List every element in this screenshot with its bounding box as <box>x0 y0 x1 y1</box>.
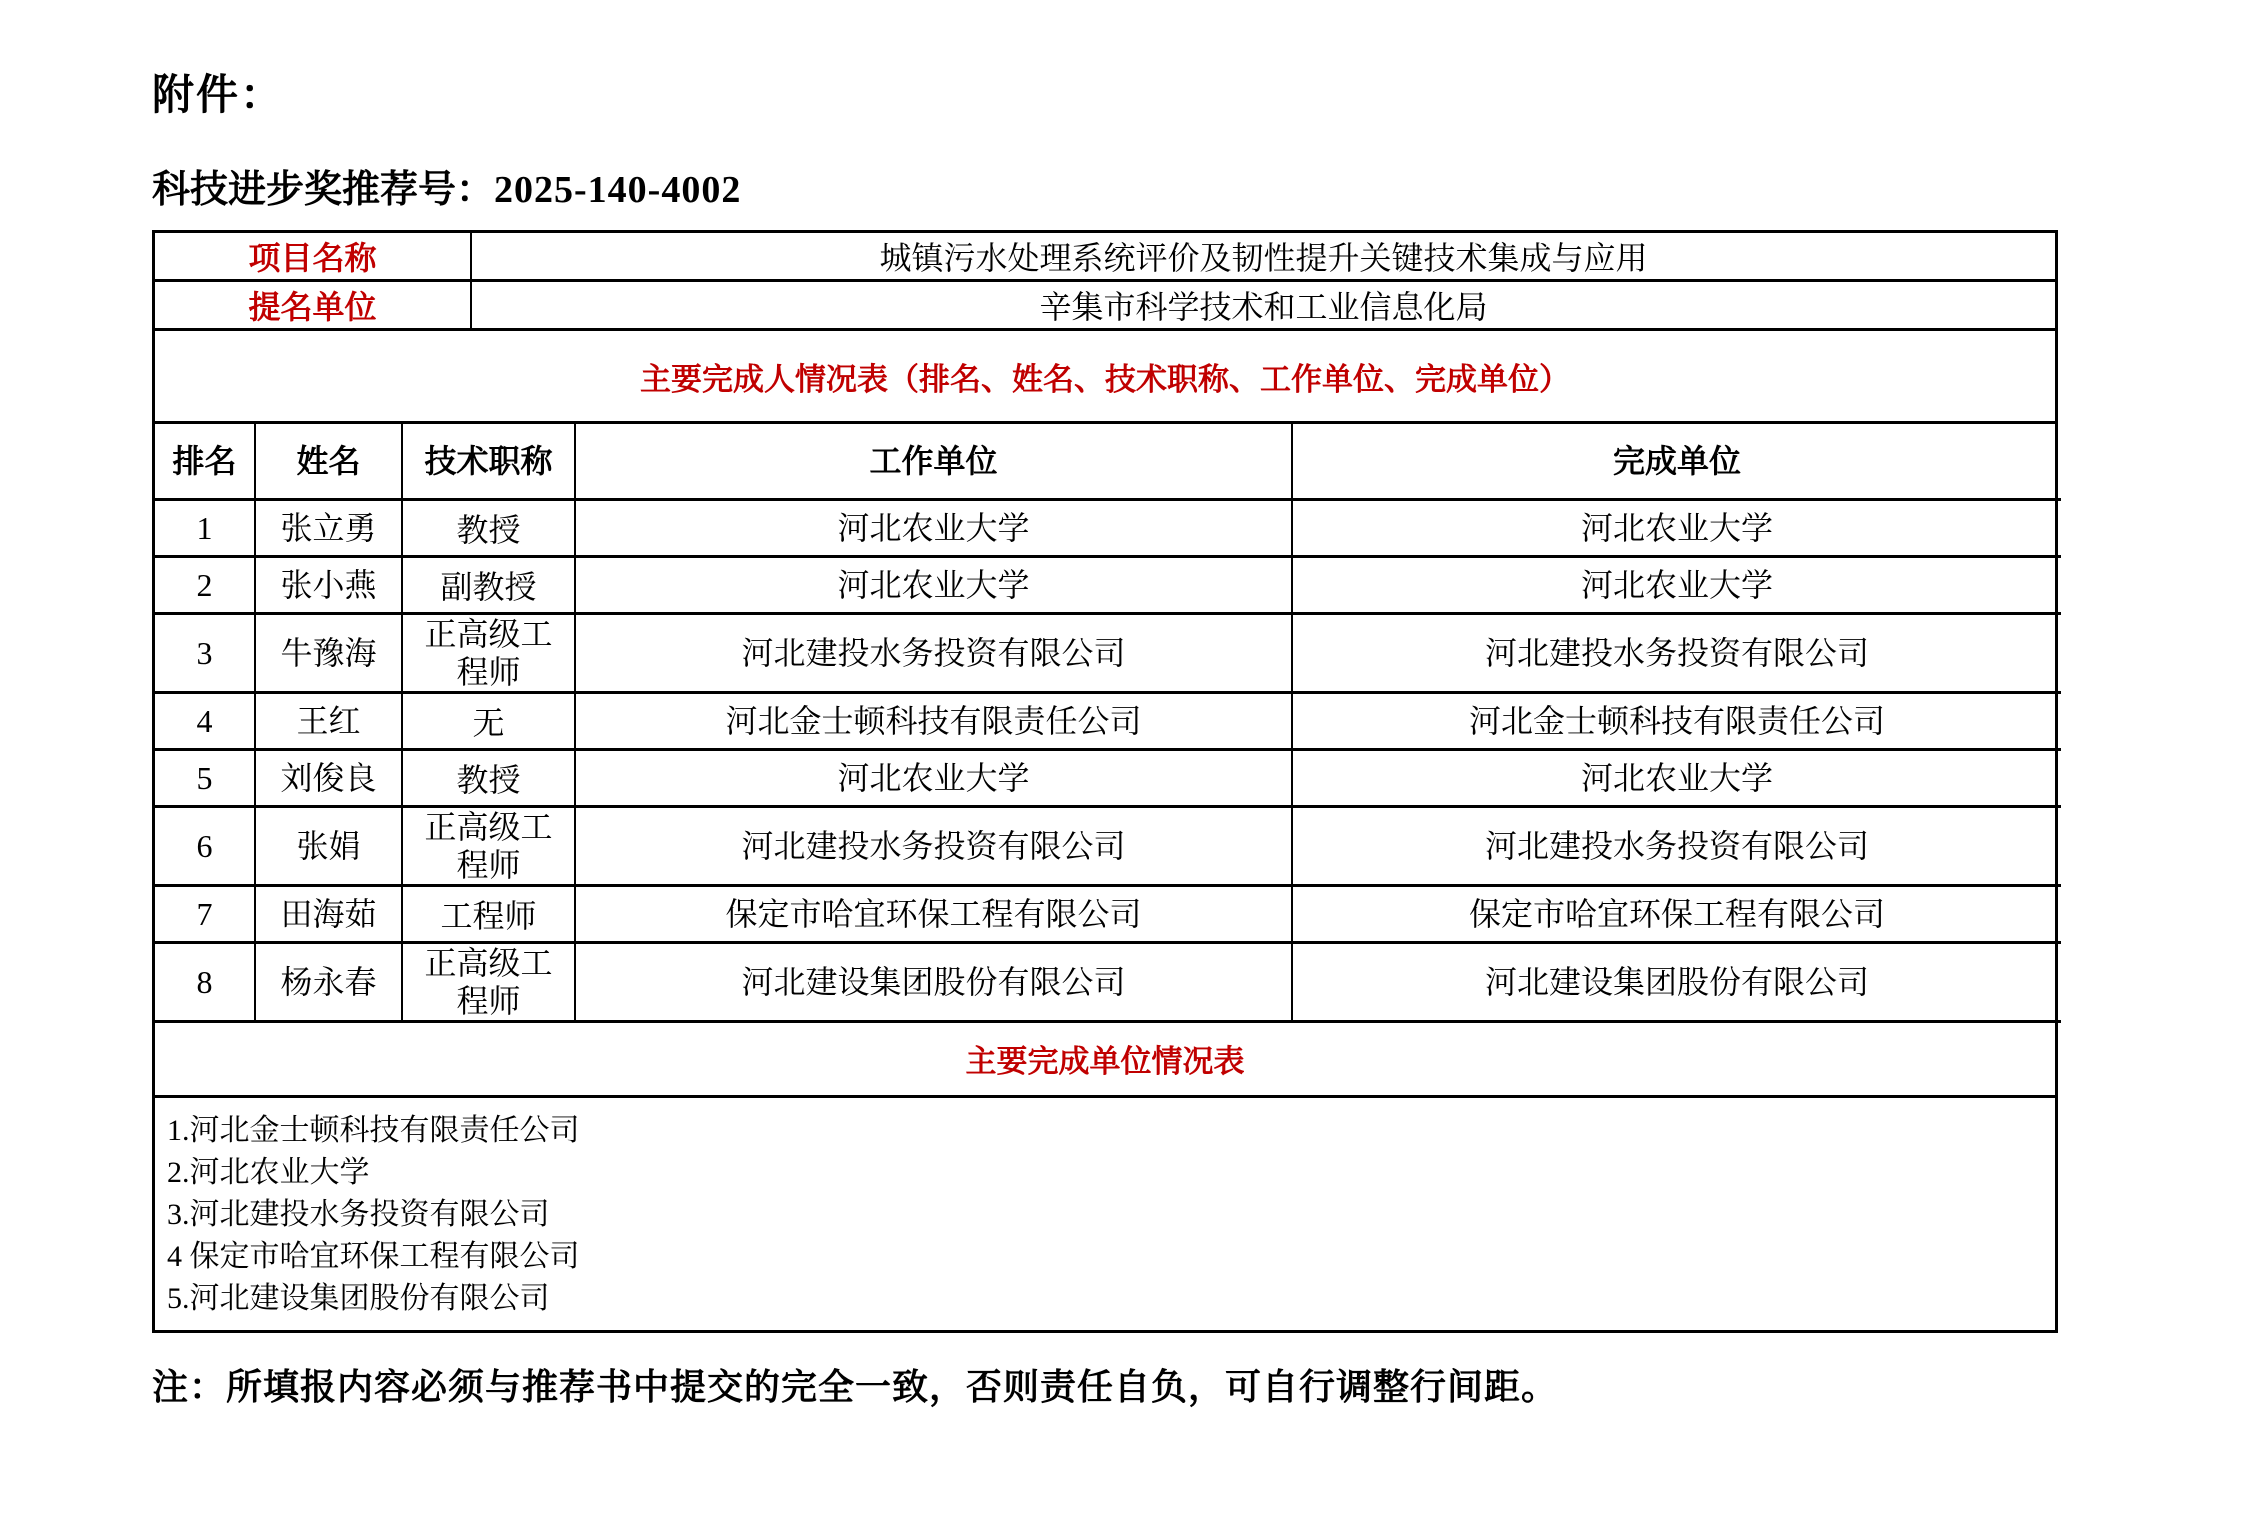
table-row <box>155 942 2061 1021</box>
nominating-unit-label: 提名单位 <box>155 281 471 330</box>
title-cell: 正高级工程师 <box>402 942 575 1021</box>
list-item: 4 保定市哈宜环保工程有限公司 <box>167 1239 580 1273</box>
table-row <box>155 556 2061 613</box>
completion-unit-header: 完成单位 <box>1292 424 2061 499</box>
title-cell: 工程师 <box>402 885 575 942</box>
title-cell: 正高级工程师 <box>402 806 575 885</box>
name-cell: 张立勇 <box>255 499 402 556</box>
rank-cell: 4 <box>155 692 255 749</box>
completion-unit-cell: 河北建投水务投资有限公司 <box>1292 613 2061 692</box>
completion-unit-cell: 河北金士顿科技有限责任公司 <box>1292 692 2061 749</box>
title-cell: 副教授 <box>402 556 575 613</box>
completion-unit-cell: 河北建投水务投资有限公司 <box>1292 806 2061 885</box>
work-unit-cell: 河北金士顿科技有限责任公司 <box>575 692 1292 749</box>
attachment-heading: 附件： <box>152 71 285 118</box>
project-name-label: 项目名称 <box>155 233 471 281</box>
person-table-header-row <box>155 424 2061 499</box>
work-unit-cell: 河北农业大学 <box>575 749 1292 806</box>
rank-cell: 8 <box>155 942 255 1021</box>
title-cell: 教授 <box>402 499 575 556</box>
list-item: 1.河北金士顿科技有限责任公司 <box>167 1113 580 1147</box>
completion-unit-cell: 河北农业大学 <box>1292 499 2061 556</box>
work-unit-cell: 保定市哈宜环保工程有限公司 <box>575 885 1292 942</box>
name-cell: 牛豫海 <box>255 613 402 692</box>
project-name-value: 城镇污水处理系统评价及韧性提升关键技术集成与应用 <box>471 233 2055 281</box>
table-row <box>155 692 2061 749</box>
table-row <box>155 885 2061 942</box>
title-cell: 教授 <box>402 749 575 806</box>
rank-cell: 7 <box>155 885 255 942</box>
completion-unit-cell: 河北农业大学 <box>1292 556 2061 613</box>
work-unit-cell: 河北建投水务投资有限公司 <box>575 806 1292 885</box>
table-row <box>155 806 2061 885</box>
list-item: 5.河北建设集团股份有限公司 <box>167 1281 550 1315</box>
name-cell: 张小燕 <box>255 556 402 613</box>
name-cell: 刘俊良 <box>255 749 402 806</box>
work-unit-cell: 河北农业大学 <box>575 499 1292 556</box>
table-row <box>155 281 2055 330</box>
title-header: 技术职称 <box>402 424 575 499</box>
footer-note: 注：所填报内容必须与推荐书中提交的完全一致，否则责任自负，可自行调整行间距。 <box>152 1366 1559 1407</box>
work-unit-cell: 河北农业大学 <box>575 556 1292 613</box>
project-info-table <box>155 233 2055 332</box>
name-cell: 张娟 <box>255 806 402 885</box>
person-table <box>155 424 2061 1023</box>
work-unit-cell: 河北建设集团股份有限公司 <box>575 942 1292 1021</box>
rank-header: 排名 <box>155 424 255 499</box>
unit-table-title: 主要完成单位情况表 <box>155 1023 2055 1098</box>
award-recommendation-label: 科技进步奖推荐号： <box>152 169 495 212</box>
table-row <box>155 613 2061 692</box>
title-cell: 无 <box>402 692 575 749</box>
person-table-title: 主要完成人情况表（排名、姓名、技术职称、工作单位、完成单位） <box>155 331 2055 424</box>
list-item: 3.河北建投水务投资有限公司 <box>167 1197 550 1231</box>
name-header: 姓名 <box>255 424 402 499</box>
award-recommendation-line <box>152 170 2245 212</box>
rank-cell: 5 <box>155 749 255 806</box>
title-cell: 正高级工程师 <box>402 613 575 692</box>
completion-unit-cell: 河北农业大学 <box>1292 749 2061 806</box>
award-recommendation-number: 2025-140-4002 <box>494 169 742 212</box>
form-table <box>152 230 2058 1333</box>
rank-cell: 2 <box>155 556 255 613</box>
completion-unit-list <box>155 1098 2055 1330</box>
work-unit-cell: 河北建投水务投资有限公司 <box>575 613 1292 692</box>
name-cell: 王红 <box>255 692 402 749</box>
rank-cell: 6 <box>155 806 255 885</box>
work-unit-header: 工作单位 <box>575 424 1292 499</box>
rank-cell: 1 <box>155 499 255 556</box>
list-item: 2.河北农业大学 <box>167 1155 370 1189</box>
completion-unit-cell: 保定市哈宜环保工程有限公司 <box>1292 885 2061 942</box>
nominating-unit-value: 辛集市科学技术和工业信息化局 <box>471 281 2055 330</box>
name-cell: 杨永春 <box>255 942 402 1021</box>
rank-cell: 3 <box>155 613 255 692</box>
table-row <box>155 749 2061 806</box>
name-cell: 田海茹 <box>255 885 402 942</box>
completion-unit-cell: 河北建设集团股份有限公司 <box>1292 942 2061 1021</box>
table-row <box>155 499 2061 556</box>
table-row <box>155 233 2055 281</box>
